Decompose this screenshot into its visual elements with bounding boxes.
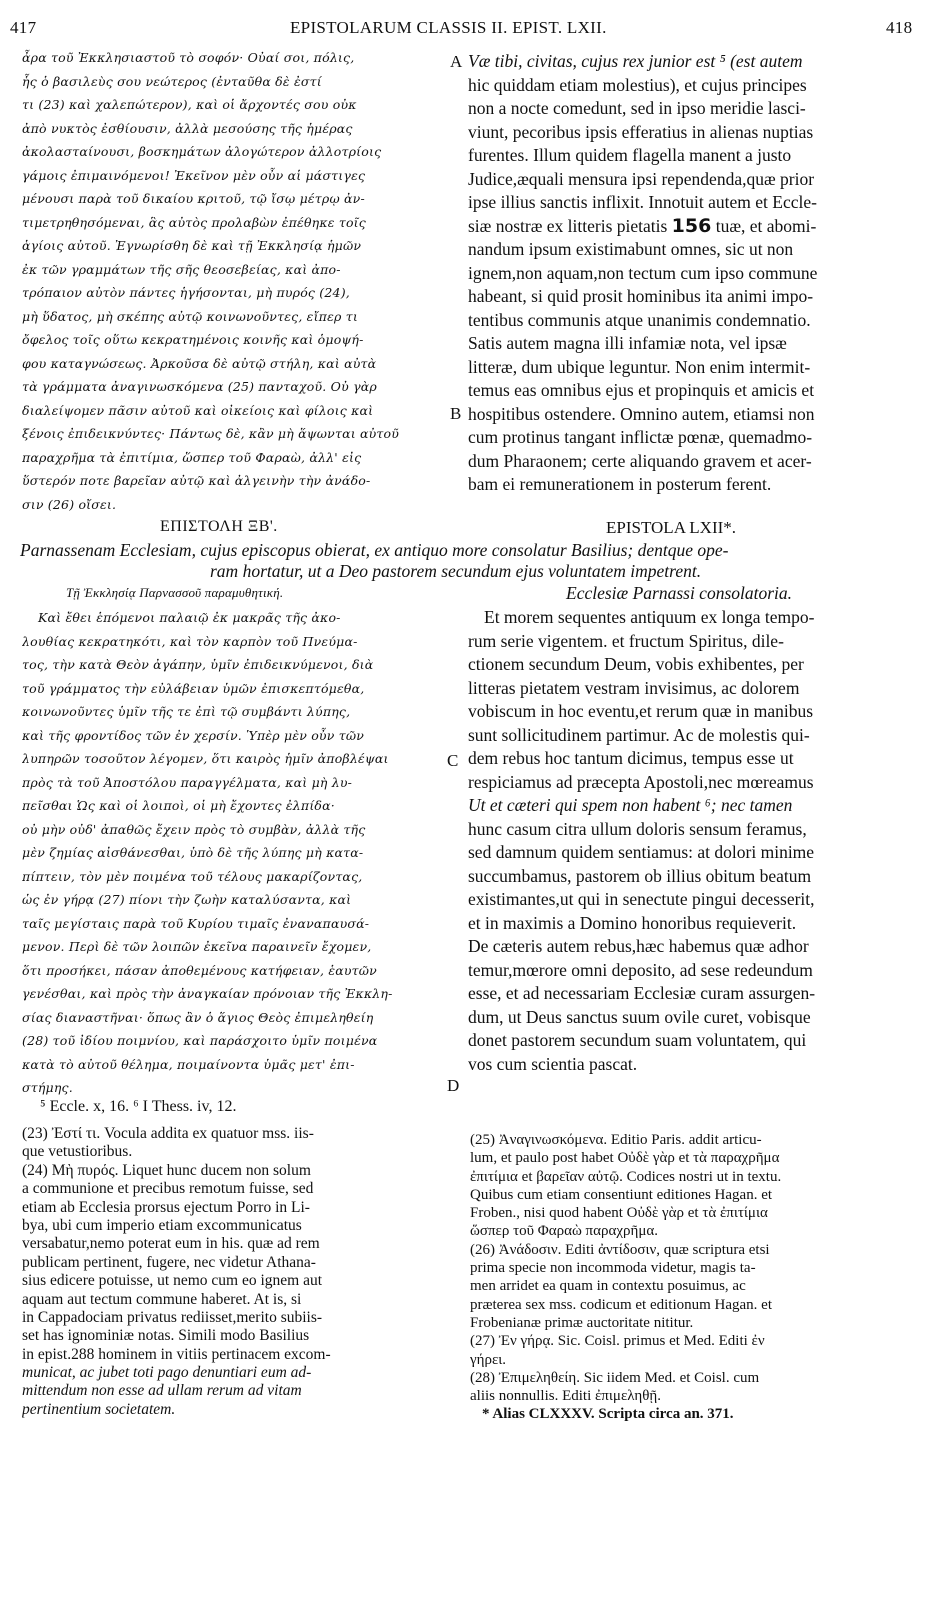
text-line: ὕστερόν ποτε βαρεῖαν αὐτῷ καὶ ἀλγεινὴν τὴν ἀνάδο-	[22, 473, 371, 488]
text-line: sunt sollicitudinem partimur. Ac de molestis qui-	[468, 724, 810, 745]
note-line: Froben., nisi quod habent Οὐδὲ γὰρ et τὰ ἐπιτίμια	[470, 1205, 768, 1222]
note-line: præterea sex mss. codicum et editionum Hagan. et	[470, 1296, 772, 1313]
note-line: * Alias CLXXXV. Scripta circa an. 371.	[482, 1406, 734, 1423]
text-line: ὄφελος τοῖς οὕτω κεκρατημένοις κοινῆς καὶ ὁμοψή-	[22, 332, 364, 347]
note-line: municat, ac jubet toti pago denuntiari eum ad-	[22, 1364, 312, 1382]
text-line: ἐκ τῶν γραμμάτων τῆς σῆς θεοσεβείας, καὶ ἀπο-	[22, 261, 341, 277]
text-line: οὐ μὴν οὐδ' ἀπαθῶς ἔχειν πρὸς τὸ συμβὰν, ἀλλὰ τῆς	[22, 821, 366, 837]
text-line: Væ tibi, civitas, cujus rex junior est ⁵ (est autem	[468, 51, 803, 71]
note-line: Frobenianæ primæ auctoritate nititur.	[470, 1314, 694, 1331]
text-line: ipse illius sanctis inflixit. Innotuit autem et Eccle-	[468, 192, 817, 212]
text-line: τοῦ γράμματος τὴν εὐλάβειαν ὑμῶν ἐπισκεπτόμεθα,	[22, 680, 365, 696]
right-page-number: 418	[886, 18, 913, 37]
text-line: bam ei remunerationem in posterum ferent.	[468, 474, 772, 494]
text-line: γενέσθαι, καὶ πρὸς τὴν ἀναγκαίαν πρόνοιαν τῆς Ἐκκλη-	[22, 986, 393, 1001]
text-line: vos cum scientia pascat.	[468, 1053, 638, 1074]
running-title: EPISTOLARUM CLASSIS II. EPIST. LXII.	[290, 18, 607, 37]
text-line: furentes. Illum quidem flagella manent a justo	[468, 145, 792, 165]
text-line: non a nocte comedunt, sed in ipso meridie lasci-	[468, 98, 806, 118]
latin-column-top	[468, 50, 817, 497]
text-line: hunc casum citra ullum doloris sensum feramus,	[468, 818, 807, 839]
note-line: in epist.288 hominem in vitiis pertinacem excom-	[22, 1345, 331, 1363]
note-line: (23) Ἐστί τι. Vocula addita ex quatuor mss. iis-	[22, 1125, 314, 1142]
greek-column-top	[22, 46, 399, 516]
text-line: ἀκολασταίνουσι, βοσκημάτων ἀλογώτερον ἀλλοτρίοις	[22, 144, 382, 159]
text-line: De cæteris autem rebus,hæc habemus quæ adhor	[468, 936, 809, 956]
text-line: μενον. Περὶ δὲ τῶν λοιπῶν ἐκεῖνα παραινεῖν ἔχομεν,	[22, 939, 372, 954]
marginal-column-number: 156	[671, 214, 712, 237]
text-line: ἆρα τοῦ Ἐκκλησιαστοῦ τὸ σοφόν· Οὐαί σοι, πόλις,	[22, 50, 355, 65]
text-line: μένουσι παρὰ τοῦ δικαίου κριτοῦ, τῷ ἴσῳ μέτρῳ ἀν-	[22, 191, 365, 206]
text-line: Ut et cæteri qui spem non habent ⁶; nec tamen	[468, 795, 793, 815]
text-line: τρόπαιον αὐτὸν πάντες ἡγήσονται, μὴ πυρός (24),	[22, 285, 350, 300]
note-line: aquam aut tectum commune haberet. At is, si	[22, 1290, 302, 1308]
greek-column-letter	[22, 606, 393, 1100]
text-line: πεῖσθαι Ὡς καὶ οἱ λοιποὶ, οἱ μὴ ἔχοντες ἐλπίδα·	[22, 798, 335, 813]
text-line-with-number	[468, 215, 817, 239]
note-line: a communione et precibus remotum fuisse, sed	[22, 1180, 314, 1198]
text-line: κοινωνοῦντες ὑμῖν τῆς τε ἐπὶ τῷ συμβάντι λύπης,	[22, 704, 351, 719]
note-line: bya, ubi cum imperio etiam excommunicatus	[22, 1216, 302, 1234]
text-line: λυπηρῶν τοσοῦτον λέγομεν, ὅτι καιρὸς ἡμῖν ἀποβλέψαι	[22, 751, 389, 766]
text-line: τιμετρηθησόμεναι, ἃς αὐτὸς προλαβὼν ἐπέθηκε τοῖς	[22, 214, 366, 230]
text-line: (28) τοῦ ἰδίου ποιμνίου, καὶ παράσχοιτο ὑμῖν ποιμένα	[22, 1033, 378, 1048]
letter-heading-greek: ΕΠΙΣΤΟΛΗ ΞΒ'.	[160, 518, 278, 535]
summary-line: Parnassenam Ecclesiam, cujus episcopus obierat, ex antiquo more consolatur Basilius; dentque ope-	[20, 540, 729, 560]
text-line: στήμης.	[22, 1080, 73, 1095]
text-line: dem rebus hoc tantum dicimus, tempus esse ut	[468, 748, 794, 768]
text-line: ἁγίοις αὐτοῦ. Ἐγνωρίσθη δὲ καὶ τῇ Ἐκκλησίᾳ ἡμῶν	[22, 238, 362, 253]
text-line: et in maximis a Domino honoribus requieverit.	[468, 912, 797, 933]
margin-letter-b: B	[450, 404, 462, 423]
text-line: ἧς ὁ βασιλεὺς σου νεώτερος (ἐνταῦθα δὲ ἐστί	[22, 73, 322, 89]
note-line: pertinentium societatem.	[22, 1400, 176, 1418]
note-line: versabatur,nemo poterat eum in his. quæ ad rem	[22, 1235, 320, 1253]
text-line: σίας διαναστῆναι· ὅπως ἂν ὁ ἅγιος Θεὸς ἐπιμεληθείη	[22, 1009, 374, 1025]
text-line: τὰ γράμματα ἀναγινωσκόμενα (25) πανταχοῦ. Οὐ γὰρ	[22, 379, 377, 394]
margin-letter-d: D	[447, 1076, 460, 1095]
note-line: mittendum non esse ad ullam rerum ad vitam	[22, 1382, 302, 1400]
note-line: Quibus cum etiam consentiunt editiones Hagan. et	[470, 1186, 773, 1203]
text-line: διαλείψομεν πᾶσιν αὐτοῦ καὶ οἰκείοις καὶ φίλοις καὶ	[22, 402, 374, 418]
text-line: cum protinus tangant inflictæ pœnæ, quemadmo-	[468, 427, 813, 447]
text-line: rum serie vigentem. et fructum Spiritus, dile-	[468, 630, 784, 651]
text-line: dum, ut Deus sanctus suum ovile curet, vobisque	[468, 1006, 811, 1027]
note-line: γήρει.	[470, 1351, 507, 1368]
note-line: (28) Ἐπιμεληθείη. Sic iidem Med. et Coisl. cum	[470, 1369, 760, 1386]
margin-letter-a: A	[450, 52, 463, 71]
text-line: ταῖς μεγίσταις παρὰ τοῦ Κυρίου τιμαῖς ἐναναπαυσά-	[22, 915, 370, 931]
latin-column-letter	[468, 606, 815, 1076]
note-line: men arridet ea quam in contextu posuimus, ac	[470, 1278, 746, 1295]
text-line: Judice,æquali mensura ipsi rependenda,quæ prior	[468, 168, 815, 189]
summary-line: ram hortatur, ut a Deo pastorem secundum ejus voluntatem impetrent.	[210, 561, 702, 581]
margin-letter-c: C	[447, 751, 459, 770]
address-latin: Ecclesiæ Parnassi consolatoria.	[566, 583, 793, 603]
text-line: πρὸς τὰ τοῦ Ἀποστόλου παραγγέλματα, καὶ μὴ λυ-	[22, 774, 353, 790]
text-segment: tuæ, et abomi-	[715, 215, 817, 236]
text-line: tentibus communis atque unanimis condemnatio.	[468, 309, 811, 330]
text-line: ὡς ἐν γήρᾳ (27) πίονι τὴν ζωὴν καταλύσαντα, καὶ	[22, 892, 352, 907]
note-line: set has ignominiæ notas. Simili modo Basilius	[22, 1327, 310, 1345]
text-line: τος, τὴν κατὰ Θεὸν ἀγάπην, ὑμῖν ἐπιδεικνύμενοι, διὰ	[22, 657, 374, 672]
notes-left	[22, 1125, 331, 1419]
text-line: nandum ipsum existimabunt omnes, sic ut non	[468, 239, 794, 259]
text-line: existimantes,ut qui in senectute pingui decesserit,	[468, 889, 815, 909]
text-line: Satis autem magna illi infamiæ nota, vel ipsæ	[468, 333, 787, 353]
text-line: ignem,non aquam,non tectum cum ipso commune	[468, 262, 818, 283]
text-line: temur,mœrore omni deposito, ad sese redeundum	[468, 959, 813, 980]
text-segment: siæ nostræ ex litteris pietatis	[468, 215, 668, 236]
note-line: ὥσπερ τοῦ Φαραὼ παραχρῆμα.	[470, 1223, 658, 1240]
note-line: in Cappadociam privatus rediisset,merito subiis-	[22, 1308, 323, 1326]
text-line: ἀπὸ νυκτὸς ἐσθίουσιν, ἀλλὰ μεσούσης τῆς ἡμέρας	[22, 120, 353, 136]
note-line: prima specie non incommoda videtur, magis ta-	[470, 1260, 756, 1277]
text-line: ctionem secundum Deum, vobis exhibentes, per	[468, 654, 804, 674]
text-line: litteras pietatem vestram invisimus, ac dolorem	[468, 677, 800, 698]
note-line: (24) Μὴ πυρός. Liquet hunc ducem non solum	[22, 1161, 311, 1179]
note-line: etiam ab Ecclesia prorsus ejectum Porro in Li-	[22, 1198, 310, 1216]
text-line: succumbamus, pastorem ob illius obitum beatum	[468, 865, 812, 886]
note-line: aliis nonnullis. Editi ἐπιμεληθῇ.	[470, 1388, 662, 1405]
note-line: sius edicere potuisse, ut nemo cum eo ignem aut	[22, 1272, 323, 1290]
text-line: hic quiddam etiam molestius), et cujus principes	[468, 74, 807, 95]
text-line: vobiscum in hoc eventu,et rerum quæ in manibus	[468, 701, 814, 721]
text-line: donet pastorem secundum suam voluntatem, qui	[468, 1030, 807, 1050]
address-greek: Τῇ Ἐκκλησίᾳ Παρνασσοῦ παραμυθητική.	[66, 585, 284, 600]
text-line: παραχρῆμα τὰ ἐπιτίμια, ὥσπερ τοῦ Φαραὼ, ἀλλ' εἰς	[22, 449, 362, 465]
text-line: ξένοις ἐπιδεικνύντες· Πάντως δὲ, κἂν μὴ ἅψωνται αὐτοῦ	[22, 426, 400, 441]
text-line: Καὶ ἔθει ἑπόμενοι παλαιῷ ἐκ μακρᾶς τῆς ἀκο-	[38, 610, 341, 625]
text-line: καὶ τῆς φροντίδος τῶν ἐν χερσίν. Ὑπὲρ μὲν οὖν τῶν	[22, 727, 365, 743]
text-line: temus eas omnibus ejus et propinquis et amicis et	[468, 380, 815, 400]
text-line: πίπτειν, τὸν μὲν ποιμένα τοῦ τέλους μακαρίζοντας,	[22, 868, 363, 884]
scripture-references: ⁵ Eccle. x, 16. ⁶ I Thess. iv, 12.	[40, 1098, 237, 1115]
notes-right	[470, 1131, 781, 1424]
text-line: μὲν ζημίας αἰσθάνεσθαι, ὑπὸ δὲ τῆς λύπης μὴ κατα-	[22, 845, 364, 860]
text-line: esse, et ad necessariam Ecclesiæ curam assurgen-	[468, 983, 816, 1003]
left-page-number: 417	[10, 18, 37, 37]
text-line: λουθίας κεκρατηκότι, καὶ τὸν καρπὸν τοῦ Πνεύμα-	[22, 633, 358, 649]
note-line: (26) Ἀνάδοσιν. Editi ἀντίδοσιν, quæ scriptura etsi	[470, 1241, 770, 1258]
text-line: litteræ, dum ubique leguntur. Non enim intermit-	[468, 356, 811, 377]
text-line: hospitibus ostendere. Omnino autem, etiamsi non	[468, 403, 815, 424]
text-line: viunt, pecoribus ipsis efferatius in alienas nuptias	[468, 121, 814, 142]
note-line: lum, et paulo post habet Οὐδὲ γὰρ et τὰ παραχρῆμα	[470, 1150, 780, 1167]
text-line: γάμοις ἐπιμαινόμενοι! Ἐκεῖνον μὲν οὖν αἱ μάστιγες	[22, 167, 366, 183]
text-line: habeant, si quid prosit hominibus ita animi impo-	[468, 286, 814, 306]
text-line: τι (23) καὶ χαλεπώτερον), καὶ οἱ ἄρχοντές σου οὐκ	[22, 97, 357, 112]
letter-heading-latin: EPISTOLA LXII*.	[606, 518, 737, 537]
text-line: φου καταγνώσεως. Ἀρκοῦσα δὲ αὐτῷ στήλη, καὶ αὐτὰ	[22, 355, 377, 371]
text-line: dum Pharaonem; certe aliquando gravem et acer-	[468, 450, 812, 471]
note-line: publicam pertinent, fugere, nec videtur Athana-	[22, 1253, 316, 1271]
text-line: ὅτι προσήκει, πάσαν ἀποθεμένους κατήφειαν, ἑαυτῶν	[22, 962, 377, 978]
note-line: ἐπιτίμια et βαρεῖαν αὐτῷ. Codices nostri ut in textu.	[470, 1168, 782, 1185]
text-line: μὴ ὕδατος, μὴ σκέπης αὐτῷ κοινωνοῦντες, εἴπερ τι	[22, 308, 358, 324]
text-line: σιν (26) οἴσει.	[22, 496, 117, 512]
text-line: Et morem sequentes antiquum ex longa tempo-	[484, 607, 815, 627]
note-line: que vetustioribus.	[22, 1143, 133, 1161]
text-line: sed damnum quidem sentiamus: at dolori minime	[468, 842, 815, 862]
note-line: (27) Ἐν γήρᾳ. Sic. Coisl. primus et Med. Editi ἐν	[470, 1333, 765, 1350]
text-line: respiciamus ad præcepta Apostoli,nec mœreamus	[468, 771, 814, 792]
note-line: (25) Ἀναγινωσκόμενα. Editio Paris. addit articu-	[470, 1132, 762, 1148]
text-line: κατὰ τὸ αὐτοῦ θέλημα, ποιμαίνοντα ὑμᾶς μετ' ἐπι-	[22, 1056, 355, 1072]
